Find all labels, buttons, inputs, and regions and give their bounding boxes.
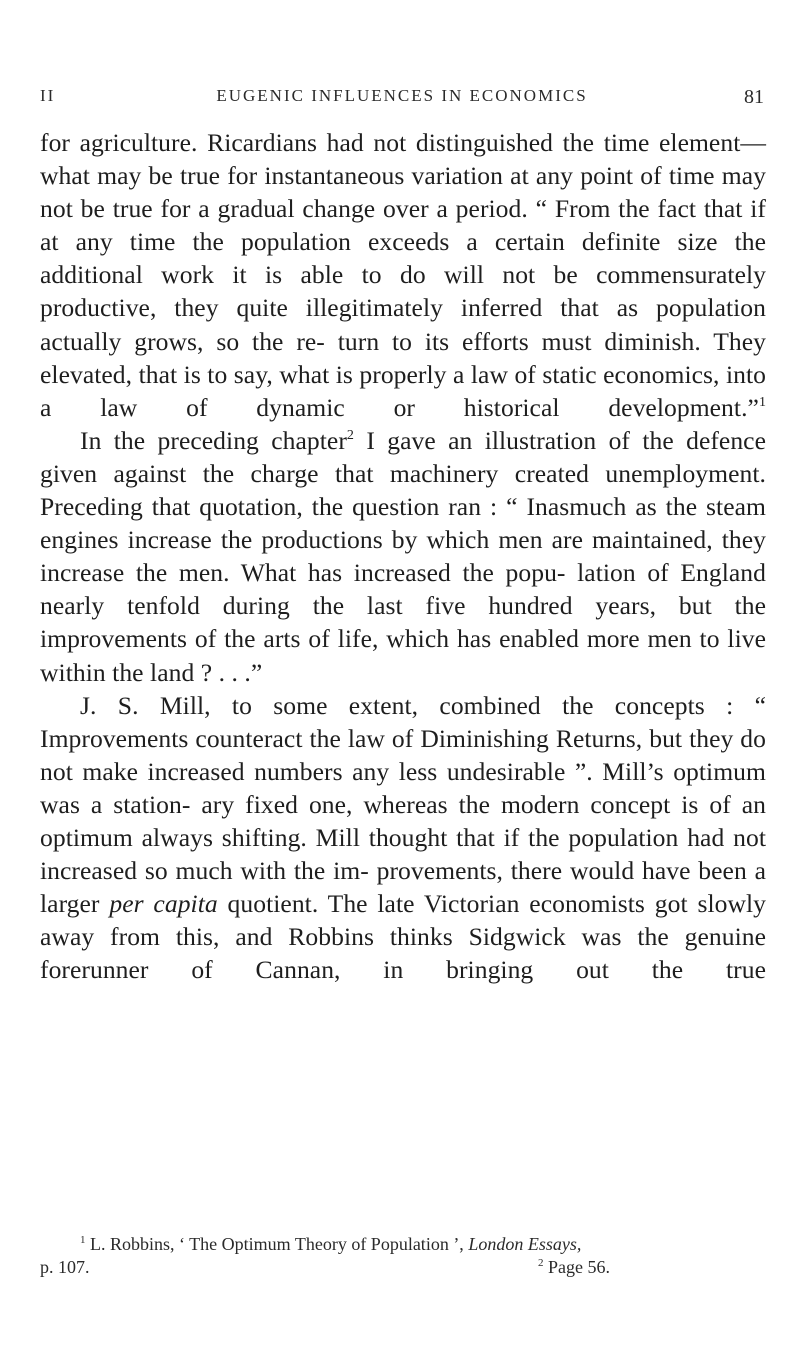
footnote-ref-2[interactable]: 2	[346, 427, 354, 443]
italic-per-capita: per capita	[109, 889, 218, 919]
footnote-2	[538, 1256, 610, 1279]
section-numeral: II	[40, 86, 56, 105]
footnotes	[40, 1233, 766, 1279]
paragraph-2-line-1-start: In the preceding chapter	[80, 425, 347, 455]
paragraph-1-line-4: gradual change over a period. “ From the fact that	[217, 194, 743, 224]
footnote-2-marker: 2	[538, 1257, 544, 1269]
paragraph-3-line-9: quotient. The late Victorian economists got slowly	[227, 889, 766, 919]
paragraph-3-line-1: J. S. Mill, to some extent, combined the concepts :	[80, 690, 734, 720]
paragraph-3-line-4: any less undesirable ”. Mill’s optimum was a station-	[40, 756, 766, 819]
paragraph-2-line-5: increase the productions by which men are maintained,	[127, 525, 713, 555]
footnote-1-marker: 1	[80, 1234, 86, 1246]
paragraph-1-line-10: is to say, what is properly a law of static economics,	[183, 359, 720, 389]
footnote-line-2	[40, 1256, 766, 1279]
paragraph-1-line-9: turn to its efforts must diminish. They elevated, that	[40, 326, 766, 389]
running-title: EUGENIC INFLUENCES IN ECONOMICS	[216, 86, 588, 105]
paragraph-3	[40, 689, 766, 987]
paragraph-3-line-2: “ Improvements counteract the law of Diminishing	[40, 690, 767, 753]
paragraph-1-line-2: time element—what may be true for instantaneous	[40, 128, 766, 191]
paragraph-3-line-5: ary fixed one, whereas the modern concept is of an	[201, 789, 767, 819]
footnote-2-text: Page 56.	[548, 1257, 610, 1277]
paragraph-2-line-10: land ? . . .”	[150, 657, 263, 687]
page-number: 81	[744, 86, 764, 108]
paragraph-2-line-9: life, which has enabled more men to live within the	[40, 624, 766, 687]
paragraph-3-line-8: provements, there would have been a larger	[40, 856, 767, 919]
paragraph-3-line-3: Returns, but they do not make increased numbers	[40, 723, 766, 786]
paragraph-2-line-8: hundred years, but the improvements of the arts of	[40, 591, 766, 654]
paragraph-1-line-8: inferred that as population actually grows, so the re-	[40, 293, 766, 356]
footnote-ref-1[interactable]: 1	[758, 394, 766, 410]
paragraph-1-line-7: commensurately productive, they quite illegitimately	[40, 260, 766, 323]
footnote-1-text: L. Robbins, ‘ The Optimum Theory of Population ’,	[90, 1234, 464, 1254]
paragraph-2-line-1-end: I gave an illustration	[366, 425, 597, 455]
paragraph-3-line-6: optimum always shifting. Mill thought that if the	[40, 822, 560, 852]
running-header	[40, 86, 764, 120]
paragraph-3-line-7: population had not increased so much with the im-	[40, 822, 766, 886]
paragraph-2-line-6: they increase the men. What has increased the popu-	[40, 525, 766, 588]
paragraph-2-line-4: the question ran : “ Inasmuch as the steam engines	[40, 492, 766, 555]
paragraph-1-line-1: for agriculture. Ricardians had not distinguished the	[40, 128, 595, 157]
footnote-1-source: London Essays,	[468, 1234, 582, 1254]
paragraph-1-line-11: into a law of dynamic or historical development.”	[40, 359, 766, 422]
paragraph-1-line-3: variation at any point of time may not be true for a	[40, 161, 766, 224]
paragraph-3-line-10: away from this, and Robbins thinks Sidgwick was the	[40, 922, 669, 952]
paragraph-1-line-6: size the additional work it is able to do will not be	[40, 227, 767, 290]
paragraph-1-line-5: if at any time the population exceeds a certain definite	[40, 194, 766, 257]
footnote-1	[40, 1233, 766, 1256]
paragraph-2	[40, 424, 766, 689]
footnote-1-page: p. 107.	[40, 1257, 90, 1277]
body-text	[40, 126, 766, 986]
paragraph-2-line-2: of the defence given against the charge that machinery	[40, 425, 767, 488]
paragraph-1	[40, 126, 766, 424]
paragraph-2-line-3: created unemployment. Preceding that quotation,	[40, 458, 766, 522]
paragraph-3-line-11: genuine forerunner of Cannan, in bringing out the true	[40, 922, 766, 985]
paragraph-2-line-7: lation of England nearly tenfold during the last five	[40, 558, 767, 621]
